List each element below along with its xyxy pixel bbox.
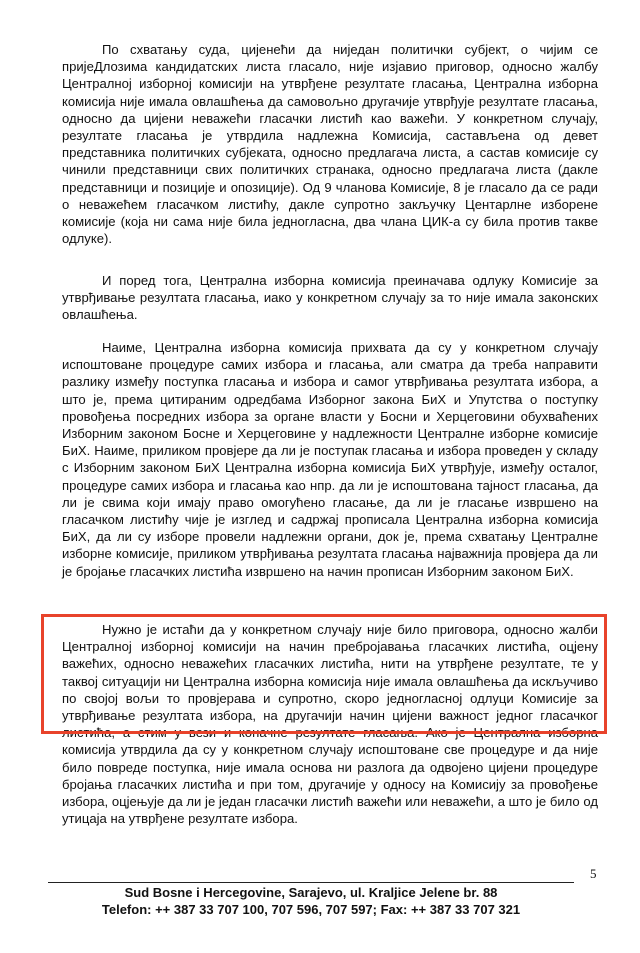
paragraph-3-text: Наиме, Централна изборна комисија прихвата да су у конкретном случају испоштоване процедуре самих избора и гласања, али сматра да треба направити разлику између поступка гласања и избора и самог утврђивања резултата избора, а што је, према цитираним одредбама Изборног закона БиХ и Упутства о поступку провођења посредних избора за органе власти у Босни и Херцеговини обухваћених Изборним законом Босне и Херцеговине у надлежности Централне изборне комисије БиХ. Наиме, приликом провјере да ли је поступак гласања и избора проведен у складу с Изборним законом БиХ Централна изборна комисија БиХ утврђује, између осталог, процедуре самих избора и гласања као нпр. да ли је испоштована тајност гласања, да ли је свима који имају право омогућено гласање, да ли је гласање извршено на гласачком листићу чије је изглед и садржај прописала Централна изборна комисија БиХ, да ли су изборе провели надлежни органи, док је, према схватању Централне изборне комисије, приликом утврђивања резултата гласања најважнија провјера да ли је бројање гласачких листића извршено на начин прописан Изборним законом БиХ. [62, 340, 598, 579]
page-number: 5 [590, 866, 597, 881]
paragraph-1 [62, 41, 598, 247]
paragraph-4-text: Нужно је истаћи да у конкретном случају није било приговора, односно жалби Централној изборној комисији на начин пребројавања гласачких листића, оцјену важећих, односно неважећих гласачких листића, нити на утврђене резултате, те у таквој ситуацији ни Централна изборна комисија није имала овлашћења да искључиво по својој вољи то провјерава и супротно, скоро једногласној одлуци Комисије за утврђивање резултата избора, на другачији начин цијени важност једног гласачког листића, а стим у вези и коначне резултате гласања. Ако је Централна изборна комисија утврдила да су у конкретном случају испоштоване све процедуре и да није било повреде поступка, није имала основа ни разлога да одвојено цијени процедуре бројања гласачких листића и при том, другачије у односу на Комисију за провођење избора, оцјењује да ли је један гласачки листић важећи или неважећи, а што је било од утицаја на утврђене резултате избора. [62, 622, 598, 827]
paragraph-1-text: По схватању суда, цијенећи да ниједан политички субјект, о чијим се пријеДлозима кандидатских листа гласало, није изјавио приговор, односно жалбу Централној изборној комисији на утврђене резултате гласања, Централна изборна комисија није имала овлашћења да самовољно другачије утврђује резултате гласања, односно да цијени неважећи гласачки листић као важећи. У конкретном случају, резултате гласања је утврдила надлежна Комисија, састављена од девет представника политичких субјеката, односно предлагача листа, а састав комисије су чинили представници свих политичких странака, односно предлагача листа (дакле представници и позиције и опозиције). Од 9 чланова Комисије, 8 је гласало да се ради о неважећем гласачком листићу, дакле супротно закључку Центарлне изборене комисије (која ни сама није била једногласна, два члана ЦИК-а су била против такве одлуке). [62, 42, 598, 247]
footer-contact: Telefon: ++ 387 33 707 100, 707 596, 707 597; Fax: ++ 387 33 707 321 [101, 902, 521, 917]
paragraph-2-text: И поред тога, Централна изборна комисија преиначава одлуку Комисије за утврђивање резултата гласања, иако у конкретном случају за то није имала законских овлашћења. [62, 273, 598, 323]
footer [48, 884, 574, 918]
paragraph-2 [62, 272, 598, 324]
paragraph-4 [62, 621, 598, 827]
footer-divider [48, 882, 574, 883]
paragraph-3 [62, 339, 598, 580]
footer-address: Sud Bosne i Hercegovine, Sarajevo, ul. Kraljice Jelene br. 88 [124, 885, 498, 900]
